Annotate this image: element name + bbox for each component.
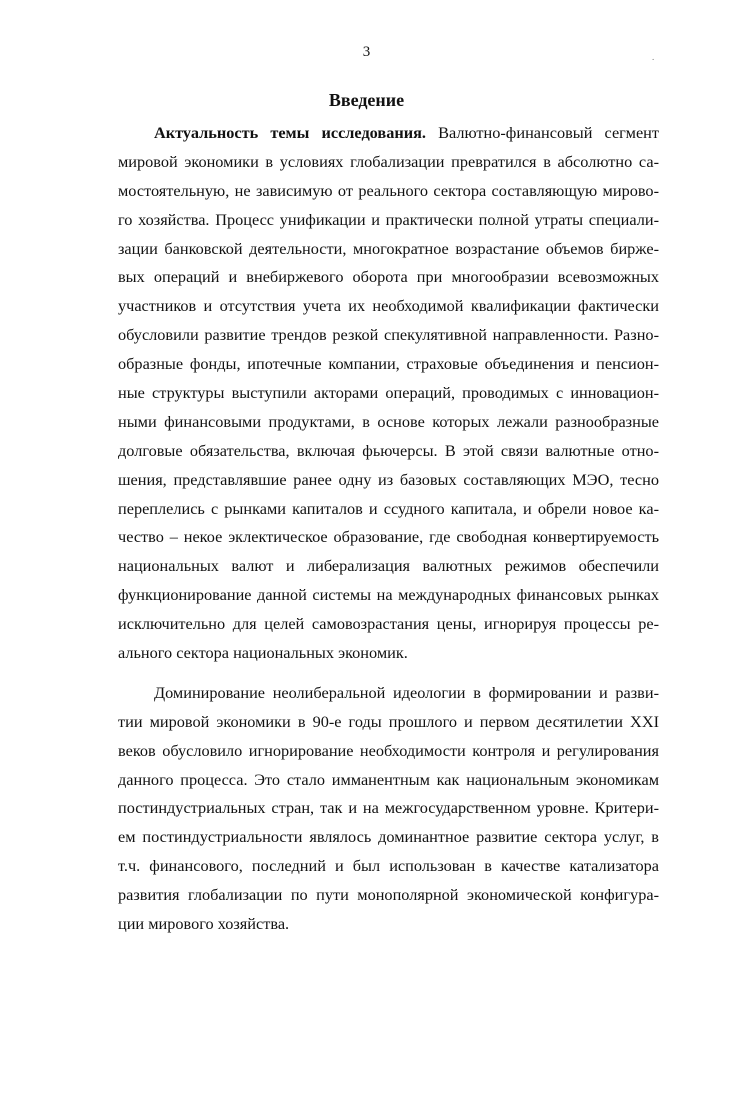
paragraph-line: переплелись с рынками капиталов и ссудного капитала, и обрели новое ка- [118, 498, 659, 518]
paragraph-line: развития глобализации по пути монополярной экономической конфигура- [118, 885, 659, 905]
paragraph-line: тии мировой экономики в 90-е годы прошлого и первом десятилетии XXI [118, 711, 659, 731]
lead-line-text: Валютно-финансовый сегмент [438, 123, 660, 142]
paragraph-line: участников и отсутствия учета их необходимой квалификации фактически [118, 296, 659, 316]
paragraph-line: постиндустриальных стран, так и на межгосударственном уровне. Критери- [118, 798, 659, 818]
corner-mark: . [652, 52, 655, 62]
paragraph-line: шения, представлявшие ранее одну из базовых составляющих МЭО, тесно [118, 469, 659, 489]
paragraph-line: национальных валют и либерализация валютных режимов обеспечили [118, 556, 659, 576]
paragraph-line: т.ч. финансового, последний и был использован в качестве катализатора [118, 856, 659, 876]
paragraph-line: исключительно для целей самовозрастания цены, игнорируя процессы ре- [118, 614, 659, 634]
paragraph-1 [118, 119, 659, 668]
paragraph-line: Доминирование неолиберальной идеологии в формировании и разви- [154, 682, 659, 702]
paragraph-line: чество – некое эклектическое образование, где свободная конвертируемость [118, 527, 659, 547]
paragraph-line [118, 119, 659, 148]
paragraph-line: вых операций и внебиржевого оборота при многообразии всевозможных [118, 267, 659, 287]
paragraph-line: долговые обязательства, включая фьючерсы. В этой связи валютные отно- [118, 440, 659, 460]
paragraph-line: ального сектора национальных экономик. [118, 643, 408, 663]
paragraph-line: данного процесса. Это стало имманентным как национальным экономикам [118, 769, 659, 789]
paragraph-line: мировой экономики в условиях глобализации превратился в абсолютно са- [118, 151, 659, 171]
paragraph-line: го хозяйства. Процесс унификации и практически полной утраты специали- [118, 209, 659, 229]
paragraph-line: ции мирового хозяйства. [118, 914, 290, 934]
paragraph-2 [118, 679, 659, 939]
paragraph-line: мостоятельную, не зависимую от реального сектора составляющую мирово- [118, 180, 659, 200]
page-number: 3 [362, 44, 371, 60]
paragraph-line: функционирование данной системы на международных финансовых рынках [118, 585, 659, 605]
paragraph-line: образные фонды, ипотечные компании, страховые объединения и пенсион- [118, 354, 659, 374]
paragraph-spacer [118, 668, 659, 679]
paragraph-line: обусловили развитие трендов резкой спекулятивной направленности. Разно- [118, 325, 659, 345]
paragraph-line: веков обусловило игнорирование необходимости контроля и регулирования [118, 740, 659, 760]
paragraph-line: зации банковской деятельности, многократное возрастание объемов бирже- [118, 238, 659, 258]
paragraph-line: ные структуры выступили акторами операций, проводимых с инновацион- [118, 383, 659, 403]
paragraph-line: ем постиндустриальности являлось доминантное развитие сектора услуг, в [118, 827, 659, 847]
paragraph-line: ными финансовыми продуктами, в основе которых лежали разнообразные [118, 411, 659, 431]
section-title: Введение [328, 90, 405, 110]
lead-phrase: Актуальность темы исследования. [154, 123, 426, 142]
document-body [118, 119, 659, 939]
